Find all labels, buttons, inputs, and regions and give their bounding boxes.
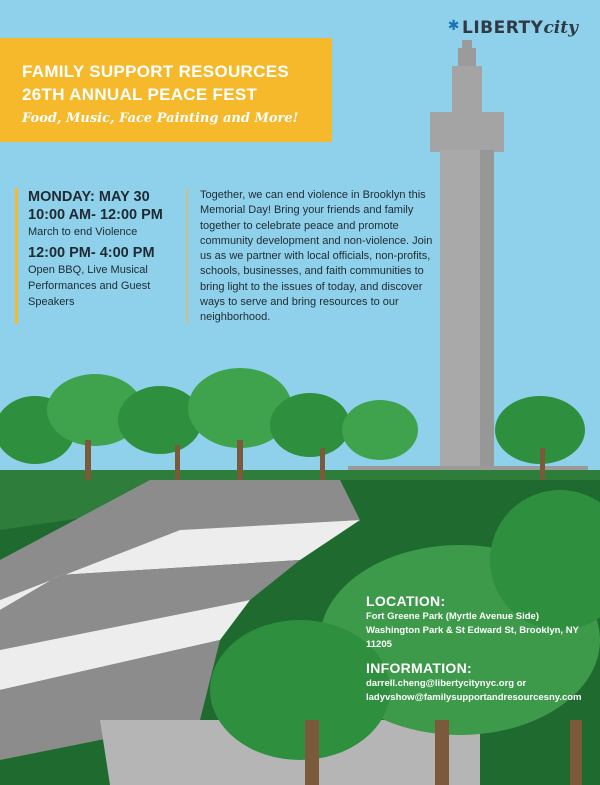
location-text: Fort Greene Park (Myrtle Avenue Side) Washington Park & St Edward St, Brooklyn, NY 11205 [366,611,579,650]
slot-1-time: 10:00 AM- 12:00 PM [28,207,163,223]
logo-city: city [543,18,578,38]
information-email-1: darrell.cheng@libertycitynyc.org or [366,678,527,689]
libertycity-logo [448,18,578,38]
star-icon: ✱ [447,18,460,34]
event-schedule [15,188,188,324]
banner-tagline: Food, Music, Face Painting and More! [22,111,299,126]
logo-brand: LIBERTY [461,18,544,38]
slot-2-description: Open BBQ, Live Musical Performances and Guest Speakers [28,264,151,308]
slot-1-description: March to end Violence [28,226,138,238]
banner-line-2: 26TH ANNUAL PEACE FEST [22,85,258,104]
event-day: MONDAY: MAY 30 [28,189,150,205]
information-heading: INFORMATION: [366,660,472,676]
event-info [366,593,591,713]
information-email-2: ladyvshow@familysupportandresourcesny.com [366,692,582,703]
location-heading: LOCATION: [366,593,446,609]
banner-line-1: FAMILY SUPPORT RESOURCES [22,62,289,81]
title-banner [0,38,332,142]
event-description: Together, we can end violence in Brooklyn this Memorial Day! Bring your friends and family together to celebrate peace and promote community development and non-violence. Join us as we partner with local officials, non-profits, schools, businesses, and faith communities to bring light to the issues of today, and discover ways to serve and bring resources to our neighborhood. [187,188,436,324]
slot-2-time: 12:00 PM- 4:00 PM [28,245,155,261]
